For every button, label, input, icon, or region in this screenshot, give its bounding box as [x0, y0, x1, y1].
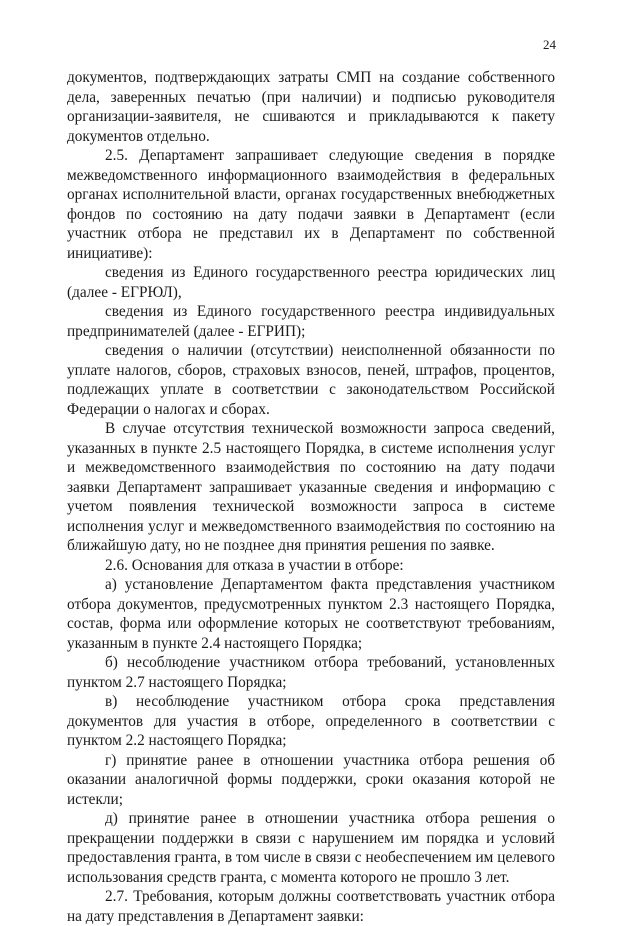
- paragraph-continuation: документов, подтверждающих затраты СМП на создание собственного дела, заверенных печатью (при наличии) и подписью руководителя организации-заявителя, не сшиваются и прикладываются к пакету документов отдельно.: [67, 69, 555, 145]
- paragraph-2-6: 2.6. Основания для отказа в участии в отборе:: [105, 556, 404, 574]
- document-body: [67, 68, 555, 926]
- paragraph-2-6-g: г) принятие ранее в отношении участника отбора решения об оказании аналогичной формы поддержки, сроки оказания которой не истекли;: [67, 751, 555, 808]
- paragraph-technical-possibility: В случае отсутствия технической возможности запроса сведений, указанных в пункте 2.5 настоящего Порядка, в системе исполнения услуг и межведомственного взаимодействия по состоянию на дату подачи заявки Департамент запрашивает указанные сведения и информацию с учетом появления технической возможности запроса в системе исполнения услуг и межведомственного взаимодействия по состоянию на ближайшую дату, но не позднее дня принятия решения по заявке.: [67, 420, 555, 554]
- paragraph-2-6-b: б) несоблюдение участником отбора требований, установленных пунктом 2.7 настоящего Порядка;: [67, 654, 555, 691]
- page-number: 24: [543, 37, 556, 52]
- paragraph-egrip: сведения из Единого государственного реестра индивидуальных предпринимателей (далее - ЕГРИП);: [67, 303, 555, 340]
- paragraph-2-6-v: в) несоблюдение участником отбора срока представления документов для участия в отборе, определенного в соответствии с пунктом 2.2 настоящего Порядка;: [67, 693, 555, 749]
- paragraph-2-6-a: а) установление Департаментом факта представления участником отбора документов, предусмотренных пунктом 2.3 настоящего Порядка, состав, форма или оформление которых не соответствуют требованиям, указанным в пункте 2.4 настоящего Порядка;: [67, 576, 555, 652]
- paragraph-2-5: 2.5. Департамент запрашивает следующие сведения в порядке межведомственного информационного взаимодействия в федеральных органах исполнительной власти, органах государственных внебюджетных фондов по состоянию на дату подачи заявки в Департамент (если участник отбора не представил их в Департамент по собственной инициативе):: [67, 147, 555, 262]
- paragraph-2-7: 2.7. Требования, которым должны соответствовать участник отбора на дату представления в Департамент заявки:: [67, 888, 555, 925]
- paragraph-egrul: сведения из Единого государственного реестра юридических лиц (далее - ЕГРЮЛ),: [67, 264, 555, 301]
- paragraph-2-6-d: д) принятие ранее в отношении участника отбора решения о прекращении поддержки в связи с нарушением им порядка и условий предоставления гранта, в том числе в связи с необеспечением им целевого использования средств гранта, с момента которого не прошло 3 лет.: [67, 810, 555, 886]
- paragraph-tax-arrears: сведения о наличии (отсутствии) неисполненной обязанности по уплате налогов, сборов, страховых взносов, пеней, штрафов, процентов, подлежащих уплате в соответствии с законодательством Российской Федерации о налогах и сборах.: [67, 342, 555, 418]
